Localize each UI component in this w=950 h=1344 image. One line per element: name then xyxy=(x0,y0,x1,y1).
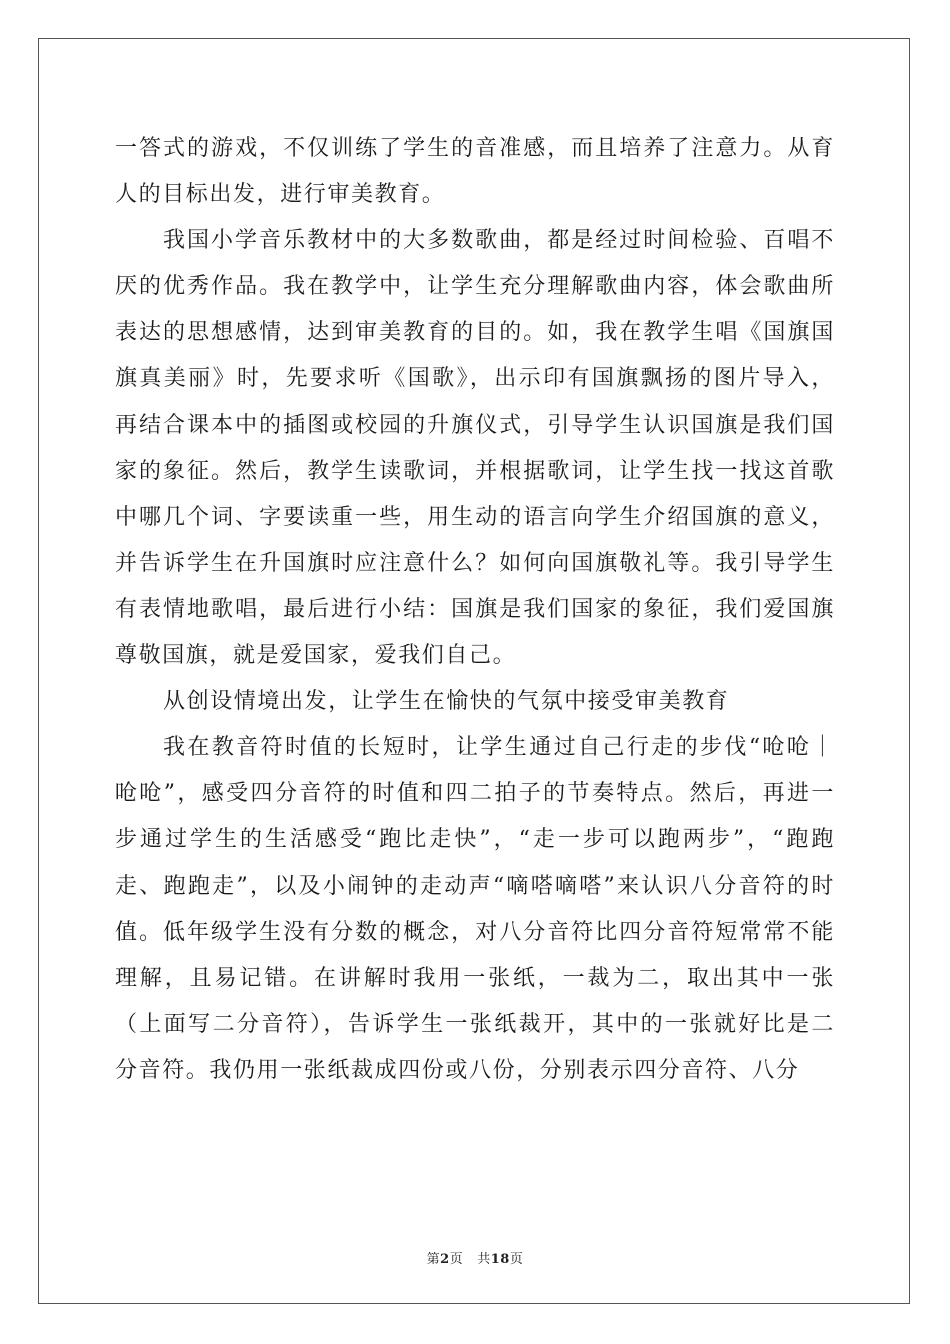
footer-page-number: 2 xyxy=(440,1252,450,1267)
paragraph-4: 我在教音符时值的长短时，让学生通过自己行走的步伐“呛呛｜呛呛”，感受四分音符的时值和四二拍子的节奏特点。然后，再进一步通过学生的生活感受“跑比走快”，“走一步可以跑两步”，“跑跑走、跑跑走”，以及小闹钟的走动声“嘀嗒嘀嗒”来认识八分音符的时值。低年级学生没有分数的概念，对八分音符比四分音符短常常不能理解，且易记错。在讲解时我用一张纸，一裁为二，取出其中一张（上面写二分音符），告诉学生一张纸裁开，其中的一张就好比是二分音符。我仍用一张纸裁成四份或八份，分别表示四分音符、八分 xyxy=(115,735,835,1083)
footer-total-suffix: 页 xyxy=(509,1252,524,1267)
footer-page-prefix: 第 xyxy=(426,1252,441,1267)
paragraph-1: 一答式的游戏，不仅训练了学生的音准感，而且培养了注意力。从育人的目标出发，进行审美教育。 xyxy=(115,136,835,208)
footer-total-pages: 18 xyxy=(490,1252,510,1267)
paragraph-2: 我国小学音乐教材中的大多数歌曲，都是经过时间检验、百唱不厌的优秀作品。我在教学中，让学生充分理解歌曲内容，体会歌曲所表达的思想感情，达到审美教育的目的。如，我在教学生唱《国旗国旗真美丽》时，先要求听《国歌》，出示印有国旗飘扬的图片导入，再结合课本中的插图或校园的升旗仪式，引导学生认识国旗是我们国家的象征。然后，教学生读歌词，并根据歌词，让学生找一找这首歌中哪几个词、字要读重一些，用生动的语言向学生介绍国旗的意义，并告诉学生在升国旗时应注意什么？如何向国旗敬礼等。我引导学生有表情地歌唱，最后进行小结：国旗是我们国家的象征，我们爱国旗尊敬国旗，就是爱国家，爱我们自己。 xyxy=(115,228,835,669)
document-body xyxy=(115,126,835,1094)
page-footer xyxy=(0,1248,950,1267)
footer-page-suffix: 页 xyxy=(449,1252,464,1267)
footer-total-prefix: 共 xyxy=(477,1252,491,1267)
paragraph-3-heading: 从创设情境出发，让学生在愉快的气氛中接受审美教育 xyxy=(163,689,730,715)
